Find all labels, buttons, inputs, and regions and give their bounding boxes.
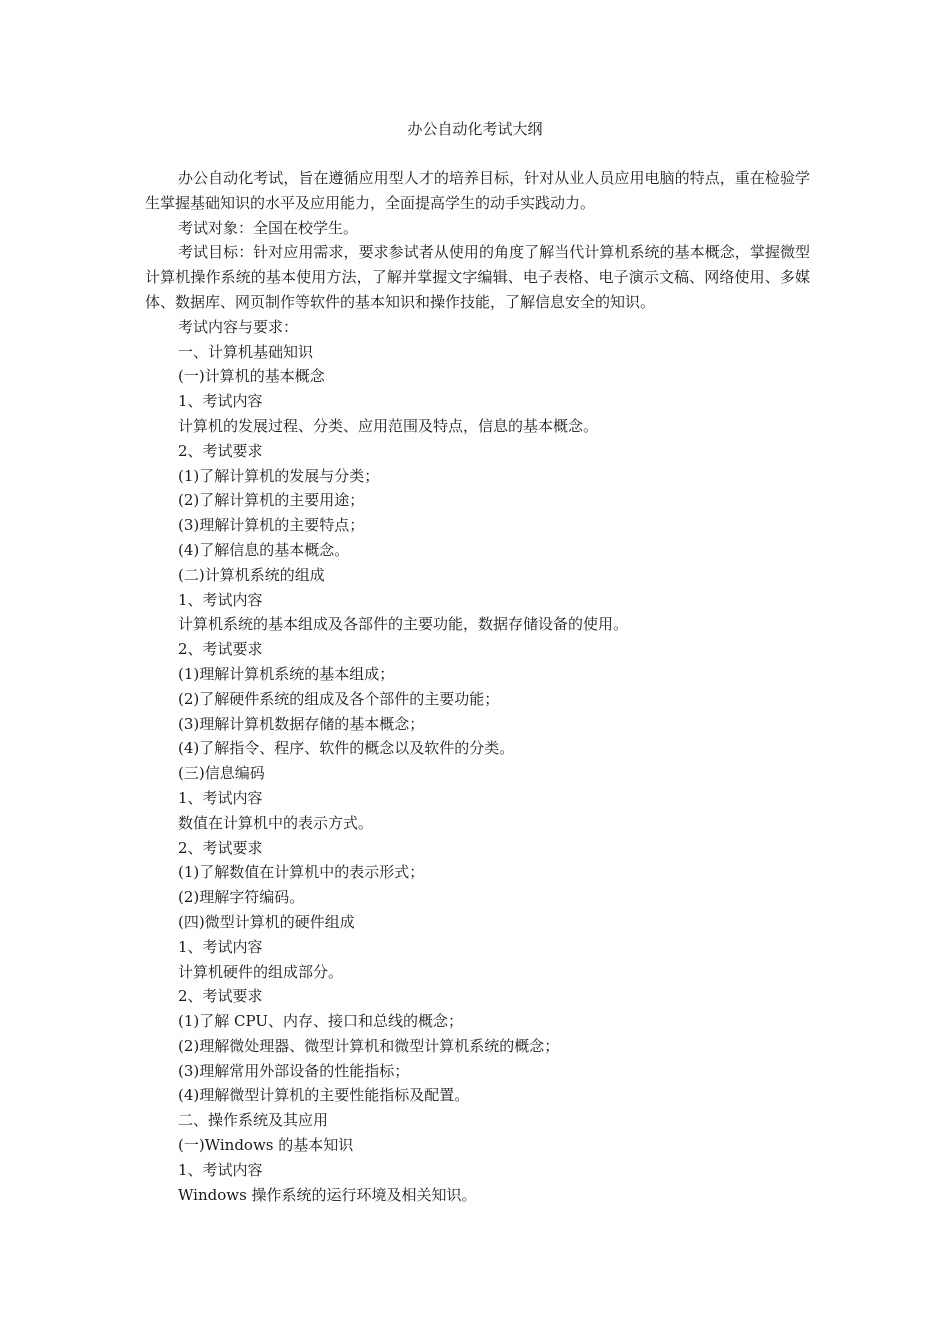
requirement-item: (4)理解微型计算机的主要性能指标及配置。: [178, 1086, 470, 1105]
content-line: 2、考试要求: [178, 441, 263, 460]
content-line: 计算机系统的基本组成及各部件的主要功能，数据存储设备的使用。: [178, 615, 629, 634]
requirement-item: (1)理解计算机系统的基本组成；: [178, 664, 395, 683]
document-title: 办公自动化考试大纲: [407, 120, 543, 138]
content-line: 计算机的发展过程、分类、应用范围及特点，信息的基本概念。: [178, 416, 599, 435]
requirement-item: (1)了解数值在计算机中的表示形式；: [178, 863, 425, 882]
requirement-item: (2)理解字符编码。: [178, 888, 305, 907]
requirement-item: (3)理解常用外部设备的性能指标；: [178, 1061, 410, 1080]
content-line: 2、考试要求: [178, 640, 263, 659]
content-line: 数值在计算机中的表示方式。: [178, 813, 374, 832]
requirement-item: (4)了解信息的基本概念。: [178, 540, 350, 559]
intro-paragraph: 办公自动化考试，旨在遵循应用型人才的培养目标，针对从业人员应用电脑的特点，重在检验学生掌握基础知识的水平及应用能力，全面提高学生的动手实践动力。: [145, 169, 810, 212]
section-heading: 二、操作系统及其应用: [178, 1111, 329, 1130]
document-body: [145, 166, 810, 1207]
content-line: 考试内容与要求：: [178, 317, 299, 336]
section-heading: 一、计算机基础知识: [178, 342, 314, 361]
content-line: 2、考试要求: [178, 987, 263, 1006]
requirement-item: (3)理解计算机的主要特点；: [178, 516, 365, 535]
content-line: 1、考试内容: [178, 788, 263, 807]
requirement-item: (2)了解硬件系统的组成及各个部件的主要功能；: [178, 689, 500, 708]
subsection-heading: (一)计算机的基本概念: [178, 367, 325, 386]
requirement-item: (1)了解计算机的发展与分类；: [178, 466, 380, 485]
requirement-item: (2)理解微处理器、微型计算机和微型计算机系统的概念；: [178, 1036, 560, 1055]
requirement-item: (1)了解 CPU、内存、接口和总线的概念；: [178, 1012, 463, 1031]
content-line: Windows 操作系统的运行环境及相关知识。: [178, 1185, 477, 1204]
requirement-item: (2)了解计算机的主要用途；: [178, 491, 365, 510]
exam-target: 考试对象：全国在校学生。: [178, 218, 359, 237]
content-line: 1、考试内容: [178, 590, 263, 609]
content-line: 1、考试内容: [178, 1160, 263, 1179]
exam-goal-paragraph: 考试目标：针对应用需求，要求参试者从使用的角度了解当代计算机系统的基本概念，掌握微型计算机操作系统的基本使用方法，了解并掌握文字编辑、电子表格、电子演示文稿、网络使用、多媒体、数据库、网页制作等软件的基本知识和操作技能，了解信息安全的知识。: [145, 243, 810, 311]
content-line: 1、考试内容: [178, 937, 263, 956]
subsection-heading: (三)信息编码: [178, 764, 265, 783]
requirement-item: (3)理解计算机数据存储的基本概念；: [178, 714, 425, 733]
content-line: 计算机硬件的组成部分。: [178, 962, 344, 981]
subsection-heading: (一)Windows 的基本知识: [178, 1136, 354, 1155]
content-line: 1、考试内容: [178, 392, 263, 411]
subsection-heading: (二)计算机系统的组成: [178, 565, 325, 584]
subsection-heading: (四)微型计算机的硬件组成: [178, 912, 355, 931]
content-line: 2、考试要求: [178, 838, 263, 857]
requirement-item: (4)了解指令、程序、软件的概念以及软件的分类。: [178, 739, 515, 758]
